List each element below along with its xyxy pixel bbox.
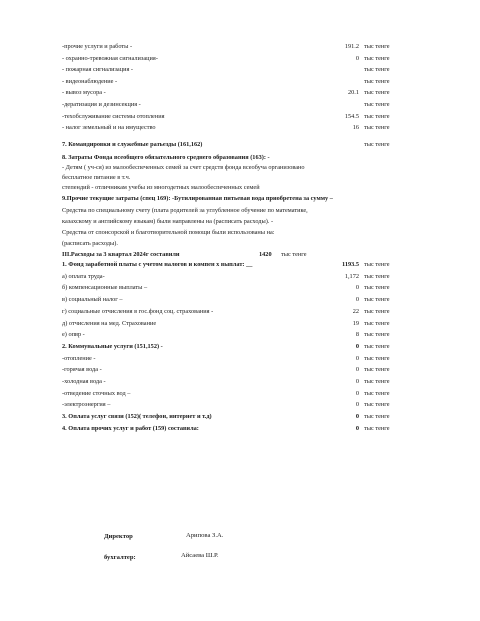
expense-row — [0, 332, 480, 342]
expense-label: - охранно-тревожная сигнализация- — [62, 54, 158, 62]
expense-row — [0, 114, 480, 124]
section-9-line: казахскому и английскому языкам) были направлены на (расписать расходы). - — [62, 218, 274, 225]
expense-label: -отопление - — [62, 354, 96, 362]
expense-label: 1. Фонд заработной платы с учетом налогов и компен х выплат: __ — [62, 261, 253, 268]
section-9-title: 9.Прочие текущие затраты (спец 169): -Бутилированная питьевая вода приобретена за сумму – — [62, 195, 333, 202]
unit-label: тыс тенге — [364, 401, 390, 409]
expense-label: -отведение сточных вод – — [62, 389, 131, 397]
expense-row — [0, 274, 480, 284]
expense-value: 0 — [355, 342, 359, 350]
expense-row — [0, 344, 480, 354]
expense-row — [0, 102, 480, 112]
expense-row — [0, 90, 480, 100]
unit-label: тыс тенге — [364, 261, 390, 268]
unit-label: тыс тенге — [364, 112, 390, 120]
expense-label: - пожарная сигнализация - — [62, 66, 134, 74]
director-name: Арипова З.А. — [186, 532, 224, 539]
unit-label: тыс тенге — [364, 54, 390, 62]
expense-label: -техобслуживание системы отопления — [62, 112, 165, 120]
unit-label: тыс тенге — [364, 331, 390, 339]
expense-value: 0 — [355, 389, 359, 397]
expense-value: 20.1 — [347, 89, 359, 97]
expense-label: г) социальные отчисления в гос.фонд соц. страхования - — [62, 307, 214, 315]
expense-label: - видеонаблюдение - — [62, 77, 118, 85]
unit-label: тыс тенге — [364, 378, 390, 385]
expense-row — [0, 67, 480, 77]
unit-label: тыс тенге — [364, 296, 390, 304]
expense-label: 4. Оплата прочих услуг и работ (159) составила: — [62, 424, 199, 432]
unit-label: тыс тенге — [364, 66, 390, 74]
expense-row — [0, 321, 480, 331]
unit-label: тыс тенге — [364, 43, 390, 50]
expense-value: 0 — [355, 424, 359, 432]
expense-label: д) отчисления на мед. Страхование — [62, 319, 157, 327]
director-label: Директор — [104, 533, 133, 540]
expense-label: а) оплата труда- — [62, 272, 105, 280]
expense-row — [0, 309, 480, 319]
expense-row — [0, 391, 480, 401]
expense-row — [0, 356, 480, 366]
expense-value: 0 — [355, 366, 359, 374]
expense-value: 8 — [355, 331, 359, 339]
expense-row — [0, 79, 480, 89]
expense-value: 16 — [352, 124, 359, 132]
unit-label: тыс тенге — [364, 272, 390, 280]
expense-value: 1,172 — [344, 272, 359, 280]
expense-label: -электроэнергия – — [62, 401, 111, 409]
expense-value: 0 — [355, 296, 359, 304]
expense-row — [0, 414, 480, 424]
expense-row — [0, 297, 480, 307]
section-3-unit: тыс тенге — [281, 251, 307, 258]
unit-label: тыс тенге — [364, 413, 390, 421]
unit-label: тыс тенге — [364, 342, 390, 350]
unit-label: тыс тенге — [364, 284, 390, 292]
expense-value: 0 — [355, 284, 359, 292]
expense-label: в) социальный налог – — [62, 296, 123, 304]
expense-value: 191.2 — [344, 43, 359, 50]
section-3-total: 1420 — [259, 251, 272, 258]
unit-label: тыс тенге — [364, 366, 390, 374]
expense-row — [0, 125, 480, 135]
unit-label: тыс тенге — [364, 424, 390, 432]
expense-row — [0, 262, 480, 272]
expense-label: б) компенсационные выплаты – — [62, 284, 148, 292]
expense-value: 1193.5 — [342, 261, 359, 268]
expense-label: -дератизация и дезинсекция - — [62, 101, 141, 108]
section-9-line: Средства по специальному счету (плата родителей за углубленное обучение по математике, — [62, 207, 308, 214]
accountant-name: Айсаева Ш.Р. — [181, 552, 219, 559]
unit-label: тыс тенге — [364, 141, 390, 148]
expense-label: - налог земельный и на имущество — [62, 124, 156, 132]
unit-label: тыс тенге — [364, 389, 390, 397]
section-8-title: 8. Затраты Фонда всеобщего обязательного среднего образования (163): - — [62, 154, 270, 161]
expense-label: - вывоз мусора - — [62, 89, 106, 97]
unit-label: тыс тенге — [364, 77, 390, 85]
expense-row — [0, 285, 480, 295]
expense-value: 22 — [352, 307, 359, 315]
expense-value: 0 — [355, 354, 359, 362]
expense-label: -горячая вода - — [62, 366, 102, 374]
section-3-heading: III.Расходы за 3 квартал 2024г составили — [62, 251, 180, 258]
unit-label: тыс тенге — [364, 319, 390, 327]
unit-label: тыс тенге — [364, 101, 390, 108]
section-8-line: степендий - отличникам учебы из многодетных малообеспеченных семей — [62, 184, 260, 191]
expense-value: 0 — [355, 378, 359, 385]
expense-row — [0, 402, 480, 412]
expense-label: е) опвр - — [62, 331, 85, 339]
section-9-line: (расписать расходы). — [62, 240, 118, 247]
section-7-label: 7. Командировки и служебные разъезды (161,162) — [62, 141, 203, 148]
expense-row — [0, 379, 480, 389]
expense-row — [0, 44, 480, 54]
unit-label: тыс тенге — [364, 354, 390, 362]
expense-value: 154.5 — [344, 112, 359, 120]
expense-row — [0, 426, 480, 436]
unit-label: тыс тенге — [364, 89, 390, 97]
section-9-line: Средства от спонсорской и благотворительной помощи были использованы на: — [62, 229, 275, 236]
expense-row — [0, 367, 480, 377]
expense-value: 0 — [355, 413, 359, 421]
section-8-line: бесплатное питание в т.ч. — [62, 174, 131, 181]
expense-row — [0, 56, 480, 66]
expense-label: -холодная вода - — [62, 378, 106, 385]
expense-label: 2. Коммунальные услуги (151,152) - — [62, 342, 163, 350]
unit-label: тыс тенге — [364, 124, 390, 132]
expense-label: -прочие услуги и работы - — [62, 43, 133, 50]
section-8-line: - Детям ( уч-ся) из малообеспеченных семей за счет средств фонда всеобуча организовано — [62, 164, 305, 171]
expense-value: 19 — [352, 319, 359, 327]
expense-value: 0 — [355, 401, 359, 409]
unit-label: тыс тенге — [364, 307, 390, 315]
section-7-row — [0, 142, 480, 152]
expense-label: 3. Оплата услуг связи (152)( телефон, интернет и т.д) — [62, 413, 212, 421]
accountant-label: бухгалтер: — [104, 554, 136, 561]
expense-value: 0 — [355, 54, 359, 62]
